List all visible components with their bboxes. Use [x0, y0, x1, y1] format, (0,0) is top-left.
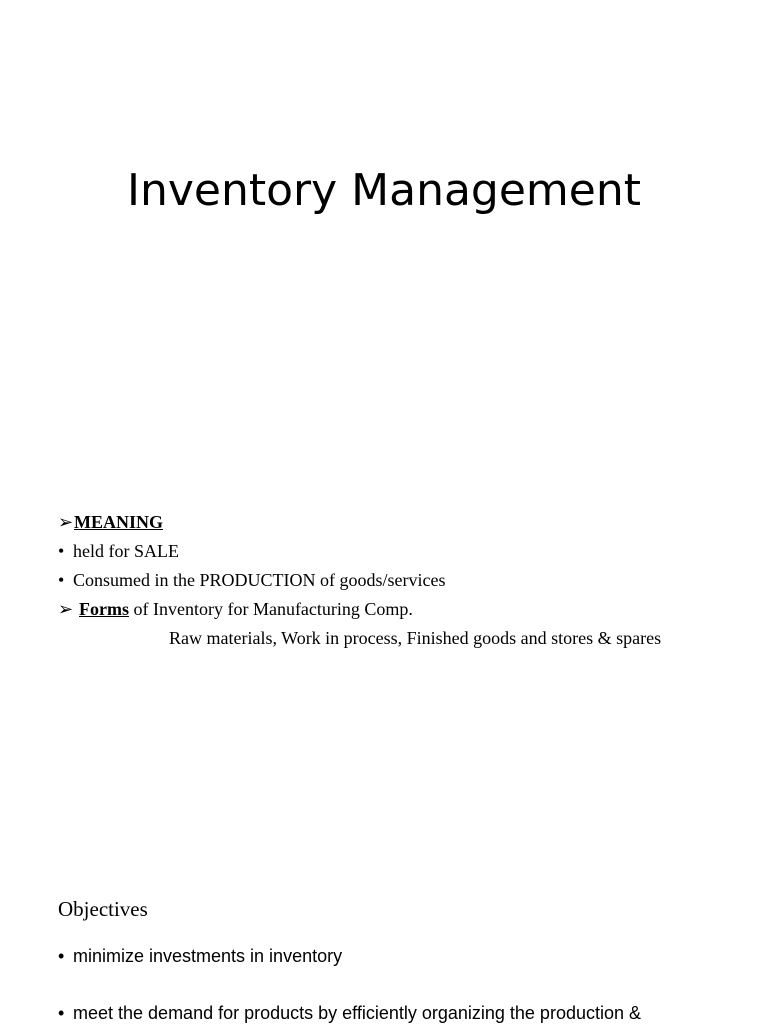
- meaning-heading: MEANING: [74, 512, 163, 532]
- list-item-text: Consumed in the PRODUCTION of goods/services: [73, 570, 446, 590]
- bullet-icon: •: [58, 570, 65, 590]
- arrow-bullet-icon: ➢: [58, 512, 74, 532]
- slide-title: Inventory Management: [127, 165, 641, 216]
- forms-label: Forms: [79, 599, 129, 619]
- forms-line: [58, 598, 413, 620]
- list-item: [58, 945, 342, 967]
- list-item: [58, 540, 179, 562]
- forms-detail: Raw materials, Work in process, Finished goods and stores & spares: [169, 628, 662, 648]
- list-item-text: meet the demand for products by efficiently organizing the production &: [73, 1003, 642, 1023]
- list-item-text: minimize investments in inventory: [73, 946, 343, 966]
- bullet-icon: •: [58, 1003, 65, 1023]
- meaning-line: [58, 511, 163, 533]
- list-item-text: held for SALE: [73, 541, 179, 561]
- list-item: [58, 569, 445, 591]
- bullet-icon: •: [58, 541, 65, 561]
- list-item: [58, 1002, 641, 1024]
- arrow-bullet-icon: ➢: [58, 599, 74, 619]
- objectives-heading: Objectives: [58, 897, 148, 921]
- bullet-icon: •: [58, 946, 65, 966]
- forms-text: of Inventory for Manufacturing Comp.: [128, 599, 413, 619]
